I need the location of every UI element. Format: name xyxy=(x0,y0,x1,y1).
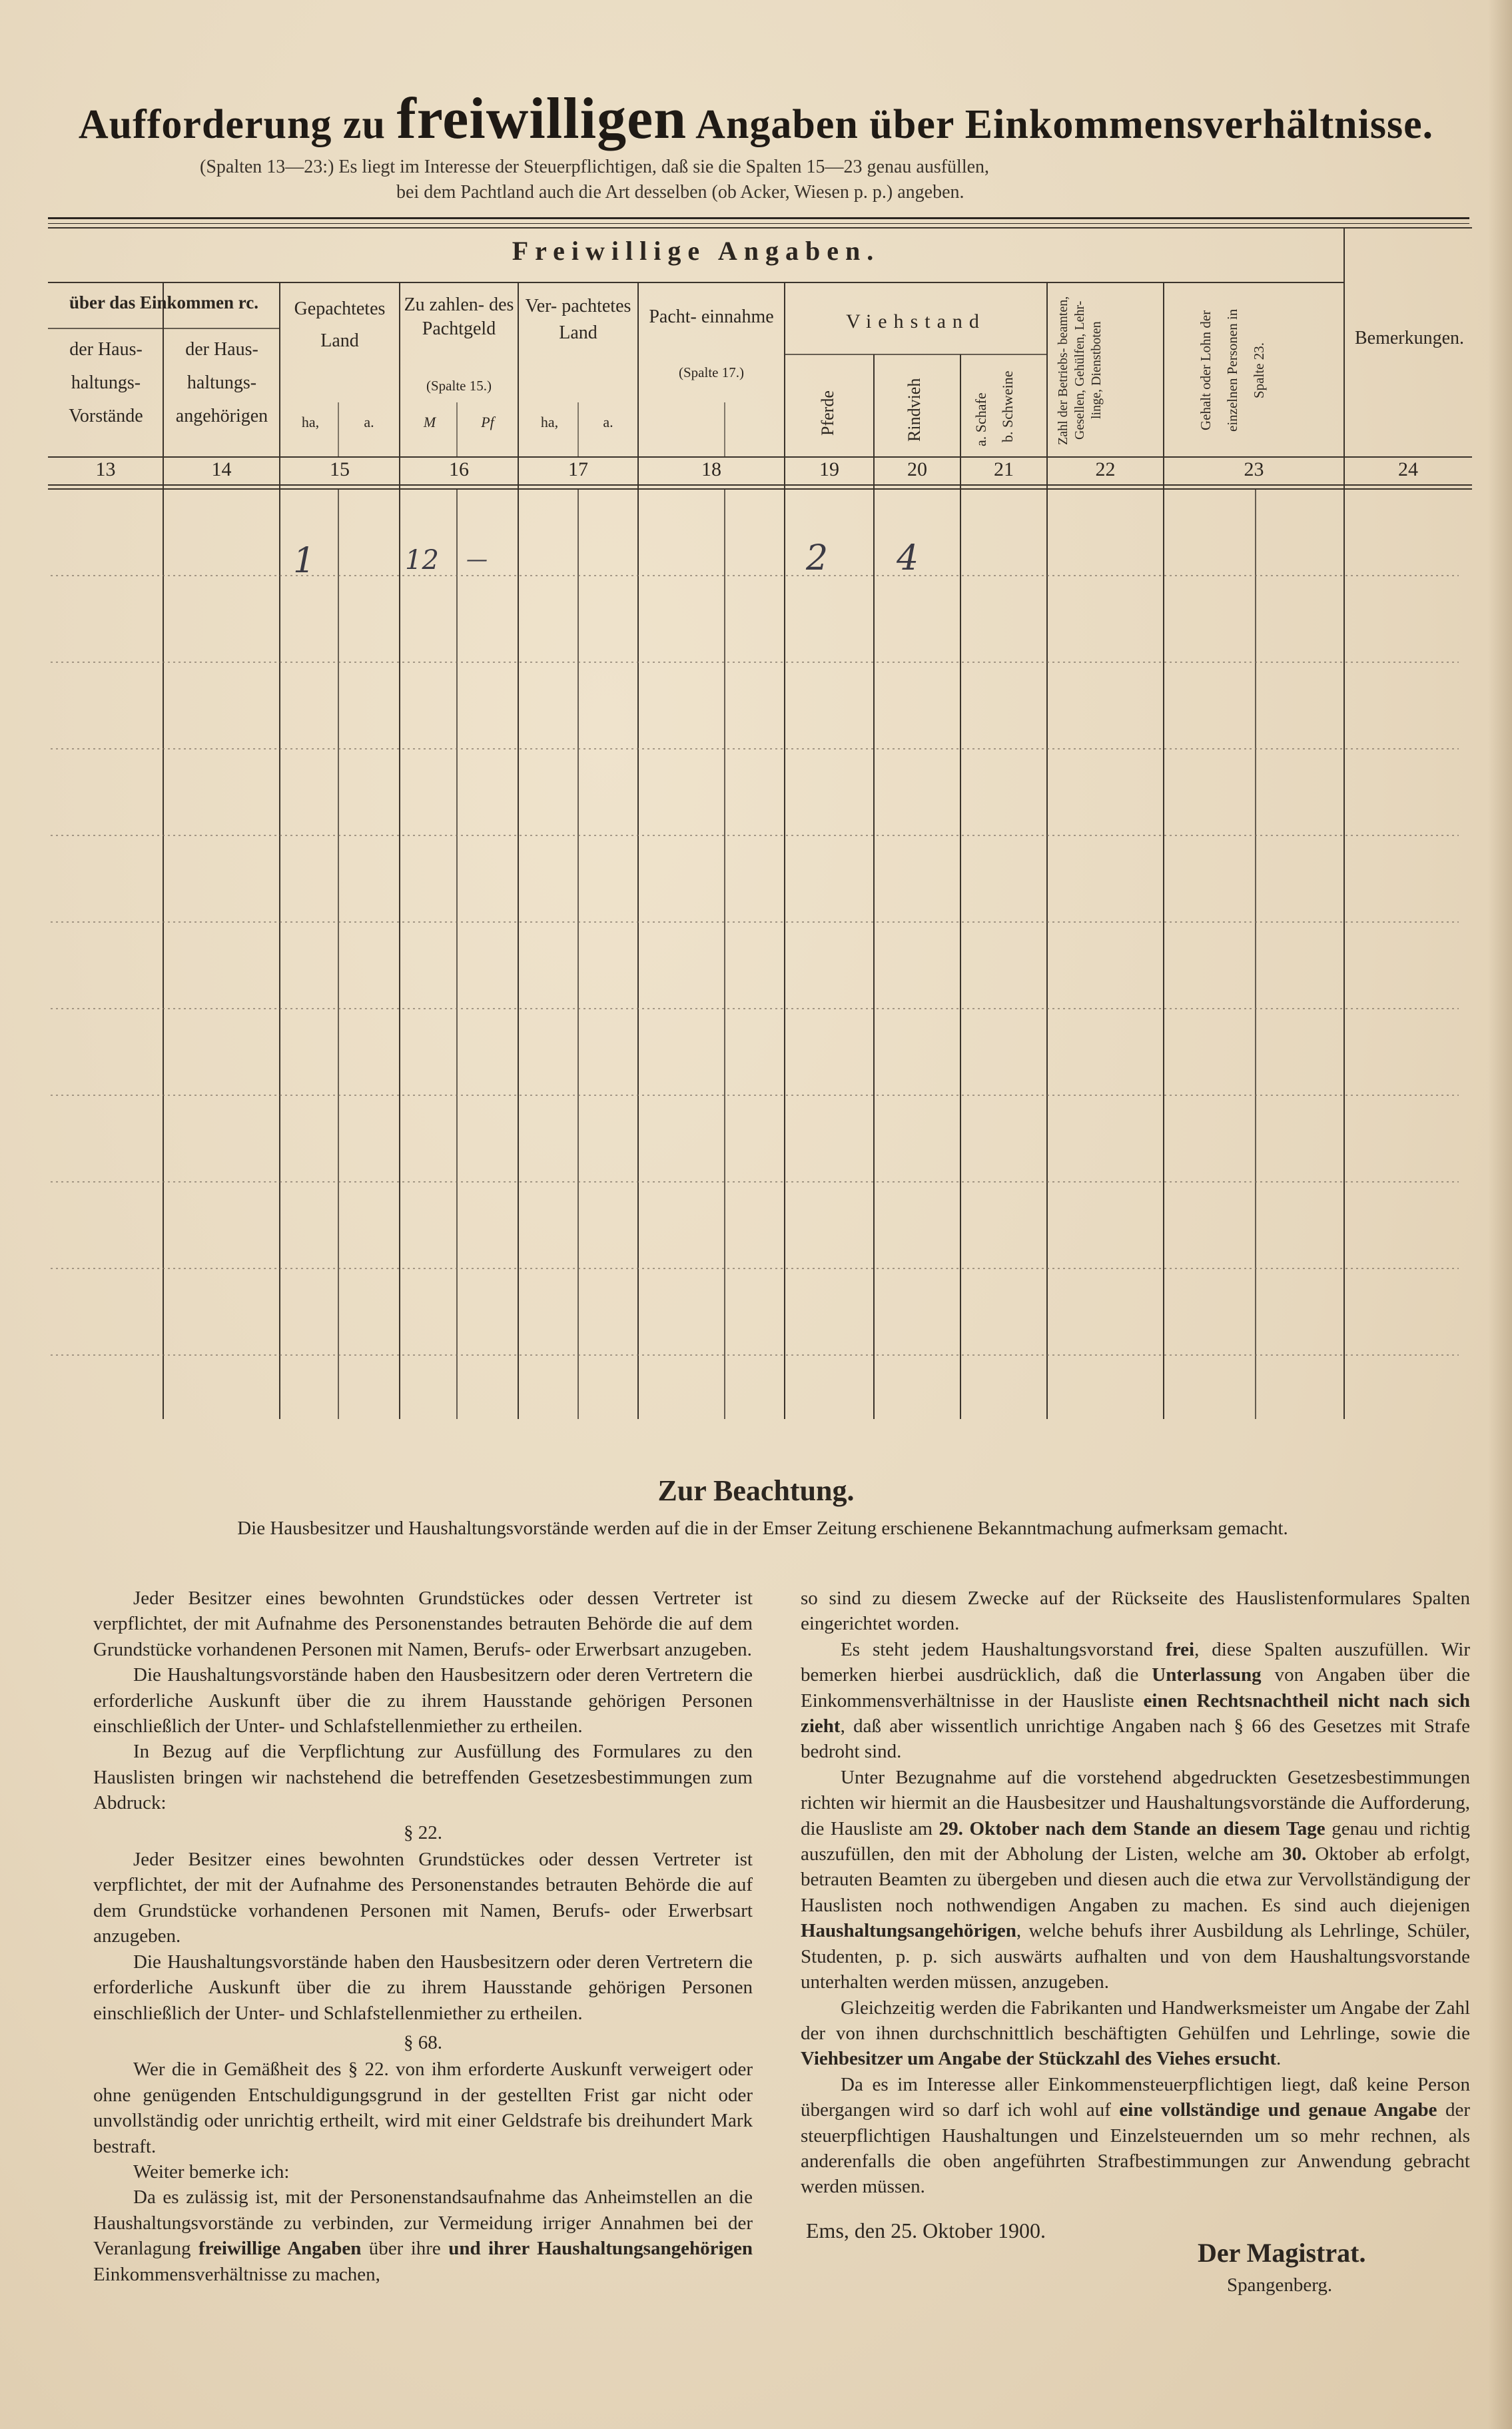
colnum-21: 21 xyxy=(994,458,1014,480)
text-run: . xyxy=(1276,2048,1282,2070)
text-run: der steuerpflichtigen Haushaltungen und Einzelsteuernden um so mehr rechnen, als anderenfalls die oben angeführten Strafbestimmungen zur Anwendung gebracht werden müssen. xyxy=(801,2099,1470,2198)
left-paragraph-6: Wer die in Gemäßheit des § 22. von ihm erforderte Auskunft verweigert oder ohne genügenden Entschuldigungsgrund in der gestellten Frist gar nicht oder unvollständig oder unrichtig ertheilt, wird mit einer Geldstrafe bis dreihundert Mark bestraft. xyxy=(93,2059,753,2157)
section-22-heading: § 22. xyxy=(404,1821,442,1843)
text-run: Oktober ab erfolgt, betrauten Beamten zu übergeben und diesen auch die etwa zur Vervollständigung der Hauslisten noch nothwendigen Angaben zu machen. Es sind auch diejenigen xyxy=(801,1843,1471,1916)
left-paragraph-2: Die Haushaltungsvorstände haben den Hausbesitzern oder deren Vertretern die erforderliche Auskunft über die zu ihrem Hausstande gehörigen Personen einschließlich der Unter- und Schlafstellenmiether zu ertheilen. xyxy=(93,1664,753,1737)
col15-a: a. xyxy=(364,414,374,430)
right-paragraph-3 xyxy=(801,1765,1470,1995)
col20-header: Rindvieh xyxy=(905,378,924,442)
text-run: , daß aber wissentlich unrichtige Angaben nach § 66 des Gesetzes mit Strafe bedroht sind. xyxy=(801,1715,1470,1763)
col18-note: (Spalte 17.) xyxy=(679,364,744,380)
col16-pfennig: Pf xyxy=(481,414,494,430)
text-run: , welche behufs ihrer Ausbildung als Lehrlinge, Schüler, Studenten, p. p. sich auswärts aufhalten und von dem Haushaltungsvorstande unterhalten werden müssen, anzugeben. xyxy=(801,1920,1470,1993)
left-paragraph-8 xyxy=(93,2185,753,2287)
beachtung-heading: Zur Beachtung. xyxy=(657,1474,855,1507)
bold-run: Unterlassung xyxy=(1152,1664,1262,1686)
subtitle-line-2: bei dem Pachtland auch die Art desselben (ob Acker, Wiesen p. p.) angeben. xyxy=(396,182,964,203)
text-run: Es steht jedem Haushaltungsvorstand xyxy=(841,1638,1166,1660)
text-run: über ihre xyxy=(361,2238,449,2260)
bold-run: einen Rechtsnachtheil nicht nach sich zieht xyxy=(801,1690,1471,1737)
bold-run: freiwillige Angaben xyxy=(198,2238,362,2260)
text-run: , diese Spalten auszufüllen. Wir bemerken hierbei ausdrücklich, daß die xyxy=(801,1638,1470,1686)
handwritten-col20: 4 xyxy=(897,538,919,578)
colnum-13: 13 xyxy=(95,458,116,480)
bold-run: Viehbesitzer um Angabe der Stückzahl des Viehes ersucht xyxy=(801,2048,1276,2070)
col16-mark: M xyxy=(423,414,436,430)
col23-header: Gehalt oder Lohn der einzelnen Personen in Spalte 23. xyxy=(1198,308,1267,432)
colnum-22: 22 xyxy=(1095,458,1116,480)
text-run: genau und richtig auszufüllen, den mit der Abholung der Listen, welche am xyxy=(801,1817,1470,1865)
title-suffix: Angaben über Einkommensverhältnisse. xyxy=(695,102,1434,147)
text-run: von Angaben über die Einkommensverhältnisse in der Hausliste xyxy=(801,1664,1470,1711)
col15-ha: ha, xyxy=(301,414,320,430)
col21a-header: a. Schafe xyxy=(972,392,989,447)
col22-header: Zahl der Betriebs- beamten, Gesellen, Gehülfen, Lehr- linge, Dienstboten xyxy=(1056,296,1104,445)
viehstand-header: Viehstand xyxy=(846,310,986,332)
col16-header: Zu zahlen- des Pachtgeld xyxy=(404,294,514,339)
bold-run: und ihrer Haushaltungsangehörigen xyxy=(448,2238,753,2260)
right-paragraph-4 xyxy=(801,1995,1470,2072)
colnum-18: 18 xyxy=(701,458,721,480)
col24-header: Bemerkungen. xyxy=(1354,328,1465,348)
left-paragraph-3: In Bezug auf die Verpflichtung zur Ausfüllung des Formulares zu den Hauslisten bringen wir nachstehend die betreffenden Gesetzesbestimmungen zum Abdruck: xyxy=(93,1741,753,1814)
text-run: Da es zulässig ist, mit der Personenstandsaufnahme das Anheimstellen an die Haushaltungsvorstände zu verbinden, zur Vermeidung irriger Annahmen bei der Veranlagung xyxy=(93,2186,753,2260)
right-paragraph-2 xyxy=(801,1637,1470,1765)
beachtung-notice: Die Hausbesitzer und Haushaltungsvorstände werden auf die in der Emser Zeitung erschienene Bekanntmachung aufmerksam gemacht. xyxy=(237,1518,1288,1539)
colnum-23: 23 xyxy=(1244,458,1264,480)
handwritten-col16-pf: — xyxy=(466,546,488,572)
col21b-header: b. Schweine xyxy=(999,370,1016,442)
col17-ha: ha, xyxy=(540,414,559,430)
subtitle-line-1: (Spalten 13—23:) Es liegt im Interesse der Steuerpflichtigen, daß sie die Spalten 15—23 genau ausfüllen, xyxy=(200,157,990,177)
bold-run: 29. Oktober nach dem Stande an diesem Tage xyxy=(939,1817,1325,1839)
group-title: Freiwillige Angaben. xyxy=(512,236,881,266)
date-line: Ems, den 25. Oktober 1900. xyxy=(806,2218,1046,2242)
colnum-20: 20 xyxy=(907,458,927,480)
left-text-column xyxy=(93,1586,753,2287)
title-prefix: Aufforderung zu xyxy=(78,102,386,147)
left-paragraph-1: Jeder Besitzer eines bewohnten Grundstückes oder dessen Vertreter ist verpflichtet, der mit Aufnahme des Personenstandes betrauten Behörde die auf dem Grundstücke vorhandenen Personen mit Namen, Berufs- oder Erwerbsart anzugeben. xyxy=(93,1588,753,1660)
col19-header: Pferde xyxy=(818,390,837,436)
text-run: Da es im Interesse aller Einkommensteuerpflichtigen liegt, daß keine Person übergangen wird so darf ich wohl auf xyxy=(801,2073,1470,2121)
right-paragraph-1: so sind zu diesem Zwecke auf der Rückseite des Hauslistenformulares Spalten eingerichtet worden. xyxy=(801,1588,1470,1635)
bold-run: frei xyxy=(1166,1638,1195,1660)
col14-header: der Haus- haltungs- angehörigen xyxy=(175,339,268,426)
bold-run: eine vollständige und genaue Angabe xyxy=(1119,2099,1437,2121)
text-run: Gleichzeitig werden die Fabrikanten und Handwerksmeister um Angabe der Zahl der von ihnen durchschnittlich beschäftigten Gehülfen und Lehrlinge, sowie die xyxy=(801,1997,1470,2044)
col15-header: Gepachtetes Land xyxy=(294,298,386,351)
left-paragraph-4: Jeder Besitzer eines bewohnten Grundstückes oder dessen Vertreter ist verpflichtet, der mit der Aufnahme des Personenstandes betrauten Behörde die auf dem Grundstücke vorhandenen Personen mit Namen, Berufs- oder Erwerbsart anzugeben. xyxy=(93,1849,753,1947)
bold-run: Haushaltungsangehörigen xyxy=(801,1920,1016,1942)
col17-header: Ver- pachtetes Land xyxy=(525,296,631,343)
colnum-24: 24 xyxy=(1398,458,1418,480)
section-68-heading: § 68. xyxy=(404,2031,442,2053)
right-paragraph-5 xyxy=(801,2072,1470,2200)
bold-run: 30. xyxy=(1282,1843,1307,1865)
title-emphasis: freiwilligen xyxy=(396,87,687,151)
col16-note: (Spalte 15.) xyxy=(426,378,492,394)
left-paragraph-5: Die Haushaltungsvorstände haben den Hausbesitzern oder deren Vertretern die erforderliche Auskunft über die zu ihrem Hausstande gehörigen Personen einschließlich der Unter- und Schlafstellenmiether zu ertheilen. xyxy=(93,1951,753,2024)
handwritten-col16-mark: 12 xyxy=(405,545,439,576)
text-run: Einkommensverhältnisse zu machen, xyxy=(93,2263,380,2285)
left-paragraph-7: Weiter bemerke ich: xyxy=(133,2161,290,2183)
einkommen-title: über das Einkommen rc. xyxy=(69,292,259,312)
signature-title: Der Magistrat. xyxy=(1198,2238,1366,2268)
colnum-17: 17 xyxy=(568,458,588,480)
handwritten-col15-ha: 1 xyxy=(293,541,316,581)
col18-header: Pacht- einnahme xyxy=(649,306,774,327)
colnum-16: 16 xyxy=(449,458,469,480)
colnum-14: 14 xyxy=(211,458,232,480)
signature-name: Spangenberg. xyxy=(1227,2274,1333,2296)
colnum-15: 15 xyxy=(330,458,350,480)
right-text-column xyxy=(801,1586,1470,2200)
page-edge-shadow xyxy=(1488,0,1512,2429)
text-run: Unter Bezugnahme auf die vorstehend abgedruckten Gesetzesbestimmungen richten wir hiermit an die Hausbesitzer und Haushaltungsvorstände die Aufforderung, die Hausliste am xyxy=(801,1766,1470,1839)
col17-a: a. xyxy=(603,414,613,430)
colnum-19: 19 xyxy=(819,458,839,480)
handwritten-col19: 2 xyxy=(806,538,829,578)
col13-header: der Haus- haltungs- Vorstände xyxy=(69,339,143,426)
